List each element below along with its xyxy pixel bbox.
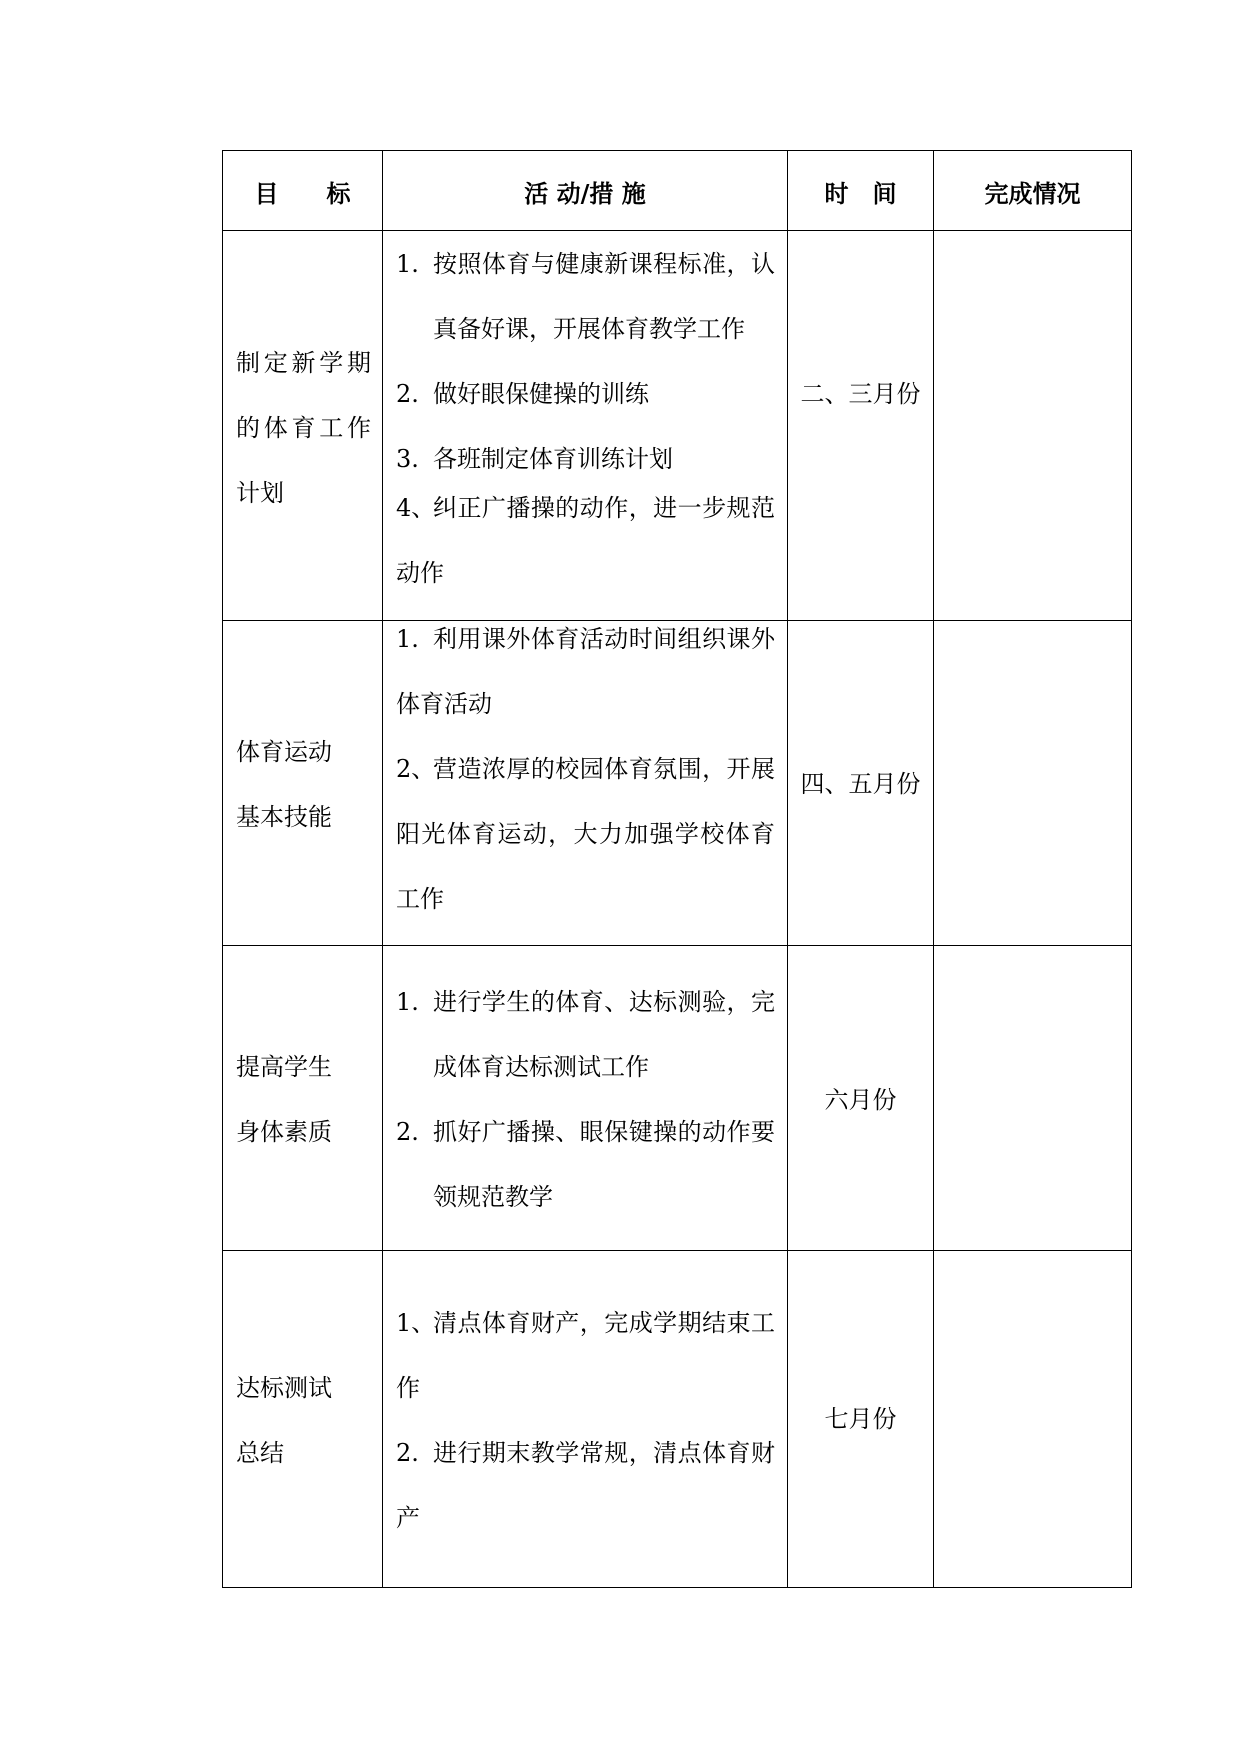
goal-line: 计划 <box>236 479 284 507</box>
header-goal: 目 标 <box>223 151 383 231</box>
time-text: 六月份 <box>824 1086 897 1114</box>
item-marker: 1. <box>396 250 419 278</box>
activities-cell <box>383 1251 788 1588</box>
activity-line: 作 <box>396 1374 420 1402</box>
time-text: 四、五月份 <box>800 770 921 798</box>
item-marker: 3. <box>396 445 419 473</box>
goal-line: 体育运动 <box>236 738 332 766</box>
activity-line <box>396 247 775 312</box>
time-cell <box>788 231 934 621</box>
time-text: 七月份 <box>824 1405 897 1433</box>
item-marker: 2、 <box>396 755 436 783</box>
item-text: 进行学生的体育、达标测验，完 <box>433 988 775 1016</box>
goal-cell <box>223 1251 383 1588</box>
activity-item <box>396 1306 775 1436</box>
activity-item <box>396 377 775 442</box>
activity-item <box>396 247 775 377</box>
header-time: 时 间 <box>788 151 934 231</box>
goal-line: 的体育工作 <box>236 414 371 442</box>
item-marker: 2. <box>396 1118 419 1146</box>
item-text: 纠正广播操的动作，进一步规范 <box>433 494 775 522</box>
activity-item <box>396 1115 775 1245</box>
activity-line <box>396 622 775 687</box>
activity-line: 工作 <box>396 885 444 913</box>
item-text: 抓好广播操、眼保键操的动作要 <box>433 1118 775 1146</box>
activities-cell <box>383 231 788 621</box>
activity-line: 阳光体育运动，大力加强学校体育 <box>396 820 775 848</box>
item-marker: 2. <box>396 1439 419 1467</box>
activity-item <box>396 985 775 1115</box>
goal-cell <box>223 946 383 1251</box>
activity-line: 动作 <box>396 559 444 587</box>
goal-line: 制定新学期 <box>236 349 371 377</box>
activities-cell <box>383 946 788 1251</box>
item-text: 营造浓厚的校园体育氛围，开展 <box>433 755 775 783</box>
header-status: 完成情况 <box>934 151 1132 231</box>
activity-line <box>396 752 775 817</box>
goal-line: 提高学生 <box>236 1053 332 1081</box>
item-text: 各班制定体育训练计划 <box>433 445 673 473</box>
activity-line: 真备好课，开展体育教学工作 <box>433 315 745 343</box>
item-text: 按照体育与健康新课程标准，认 <box>433 250 775 278</box>
activity-line <box>396 985 775 1050</box>
item-marker: 1、 <box>396 1309 436 1337</box>
goal-line: 基本技能 <box>236 803 332 831</box>
item-marker: 1. <box>396 988 419 1016</box>
item-marker: 4、 <box>396 494 436 522</box>
status-cell <box>934 946 1132 1251</box>
activity-line: 体育活动 <box>396 690 492 718</box>
goal-cell <box>223 621 383 946</box>
item-text: 清点体育财产，完成学期结束工 <box>433 1309 775 1337</box>
status-cell <box>934 1251 1132 1588</box>
status-cell <box>934 621 1132 946</box>
item-marker: 2. <box>396 380 419 408</box>
activity-line <box>396 491 775 556</box>
activity-item <box>396 622 775 752</box>
activity-line <box>396 1306 775 1371</box>
time-cell <box>788 621 934 946</box>
goal-line: 达标测试 <box>236 1374 332 1402</box>
activity-line <box>396 1115 775 1180</box>
activity-line: 领规范教学 <box>433 1183 553 1211</box>
activity-item <box>396 1436 775 1566</box>
activities-cell <box>383 621 788 946</box>
activity-line: 成体育达标测试工作 <box>433 1053 649 1081</box>
item-text: 进行期末教学常规，清点体育财 <box>433 1439 775 1467</box>
goal-line: 身体素质 <box>236 1118 332 1146</box>
goal-cell <box>223 231 383 621</box>
status-cell <box>934 231 1132 621</box>
item-text: 利用课外体育活动时间组织课外 <box>433 625 775 653</box>
item-text: 做好眼保健操的训练 <box>433 380 649 408</box>
plan-table <box>222 150 1132 1588</box>
activity-item <box>396 491 775 621</box>
activity-line: 产 <box>396 1504 420 1532</box>
time-text: 二、三月份 <box>800 380 921 408</box>
goal-line: 总结 <box>236 1439 284 1467</box>
activity-item <box>396 752 775 947</box>
time-cell <box>788 946 934 1251</box>
time-cell <box>788 1251 934 1588</box>
activity-line <box>396 1436 775 1501</box>
header-activities: 活 动/措 施 <box>383 151 788 231</box>
activity-line <box>396 377 775 442</box>
item-marker: 1. <box>396 625 419 653</box>
